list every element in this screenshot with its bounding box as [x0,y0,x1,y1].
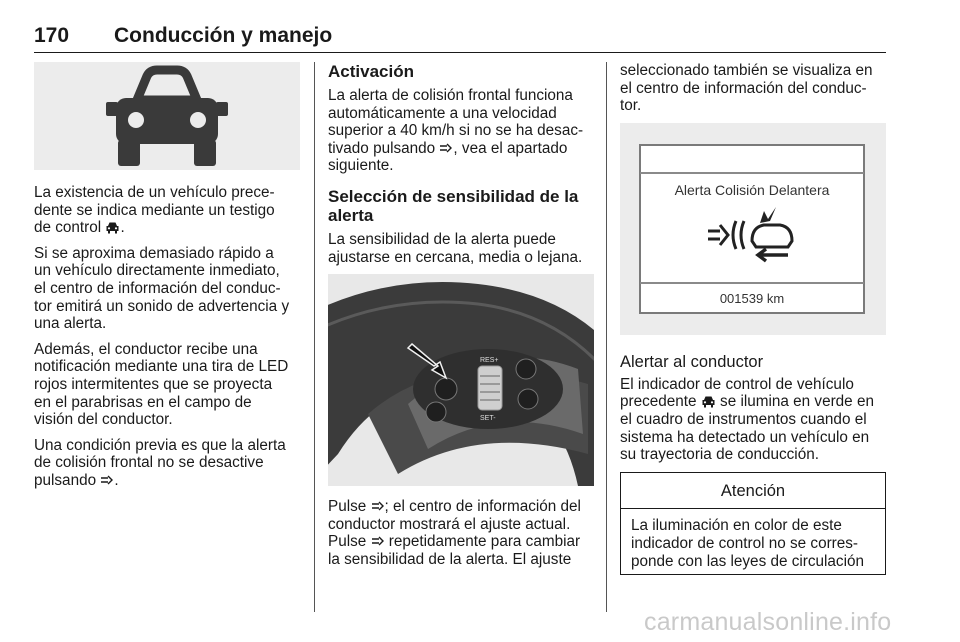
chapter-title: Conducción y manejo [114,24,333,47]
steering-wheel-illustration [328,274,594,486]
steering-wheel-figure [328,274,594,486]
text-line: indicador de control no se corres- [631,534,859,552]
text-line: visión del conductor. [34,411,173,429]
paragraph [328,498,594,568]
column-divider-right [606,62,607,612]
section-heading-alert-driver: Alertar al conductor [620,352,764,371]
text-line: precedente [620,393,697,411]
text-line: conductor mostrará el ajuste actual. [328,515,571,533]
text-line: en el parabrisas en el campo de [34,393,252,411]
paragraph [328,231,594,266]
text-line: El indicador de control de vehículo [620,375,854,393]
text-line: La iluminación en color de este [631,517,842,535]
text-line: Además, el conductor recibe una [34,340,258,358]
res-label: RES+ [480,357,499,365]
text-line: el cuadro de instrumentos cuando el [620,410,867,428]
collision-alert-button-icon [371,535,385,548]
text-line: repetidamente para cambiar [388,533,581,551]
column-1 [34,62,300,498]
paragraph [328,87,594,175]
watermark: carmanualsonline.info [644,608,892,636]
text-line: ajustarse en cercana, media o lejana. [328,248,583,266]
text-line: la sensibilidad de la alerta. El ajuste [328,550,572,568]
column-3 [620,62,886,575]
text-line: el centro de información del conduc- [620,79,867,97]
text-line: dente se indica mediante un testigo [34,201,275,219]
text-line: rojos intermitentes que se proyecta [34,375,273,393]
paragraph: Una condición previa es que la alerta de colisión frontal no se desactive pulsando . [34,436,286,489]
text-line: , vea el apartado [453,139,568,157]
text-line: La sensibilidad de la alerta puede [328,230,556,248]
text-line: La alerta de colisión frontal funciona [328,87,573,104]
text-line: de colisión frontal no se desactive [34,454,264,472]
car-front-icon [105,221,120,234]
section-heading-activation: Activación [328,62,414,81]
display-figure [620,123,886,335]
text-line: se ilumina en verde en [720,393,874,411]
section-heading-sensitivity [328,187,594,225]
text-line: La existencia de un vehículo prece- [34,184,275,201]
column-2 [328,62,594,577]
text-line: Pulse [328,533,367,551]
text-line: seleccionado también se visualiza en [620,62,873,79]
car-front-icon [701,395,716,408]
text-line: Pulse [328,498,367,516]
text-line: Si se aproxima demasiado rápido a [34,244,274,262]
display-title: Alerta Colisión Delantera [674,181,830,198]
text-line: automáticamente a una velocidad [328,104,557,122]
paragraph [620,376,886,464]
car-icon-figure [34,62,300,170]
text-line: un vehículo directamente inmediato, [34,262,280,280]
text-line: tivado pulsando [328,139,436,157]
collision-alert-button-icon [371,500,385,513]
text-line: su trayectoria de conducción. [620,446,819,464]
text-line: superior a 40 km/h si no se ha desac- [328,122,584,140]
paragraph [34,341,300,429]
page-number: 170 [34,24,70,47]
text-line: tor. [620,97,642,115]
car-front-icon [34,62,300,170]
notice-title: Atención [621,473,885,510]
heading-line: alerta [328,205,374,225]
text-line: pulsando [34,471,97,489]
text-line: de control [34,219,102,237]
column-divider-left [314,62,315,612]
collision-alert-button-icon [100,474,114,487]
paragraph [620,62,886,115]
text-line: tor emitirá un sonido de advertencia y [34,297,290,315]
odometer-value: 001539 km [719,290,785,306]
page-header [34,22,886,53]
paragraph [34,245,300,333]
paragraph: La existencia de un vehículo prece- dente se indica mediante un testigo de control . [34,184,275,237]
notice-body [621,509,885,574]
text-line: notificación mediante una tira de LED [34,358,289,376]
text-line: sistema ha detectado un vehículo en [620,428,870,446]
text-line: siguiente. [328,157,394,175]
notice-box [620,472,886,575]
instrument-display-illustration [620,123,886,335]
text-line: el centro de información del conduc- [34,279,281,297]
text-line: ponde con las leyes de circulación [631,552,864,570]
text-line: una alerta. [34,315,107,333]
text-line: Una condición previa es que la alerta [34,436,286,454]
set-label: SET- [480,415,496,423]
heading-line: Selección de sensibilidad de la [328,186,579,206]
collision-alert-button-icon [439,142,453,155]
text-line: ; el centro de información del [384,498,581,516]
